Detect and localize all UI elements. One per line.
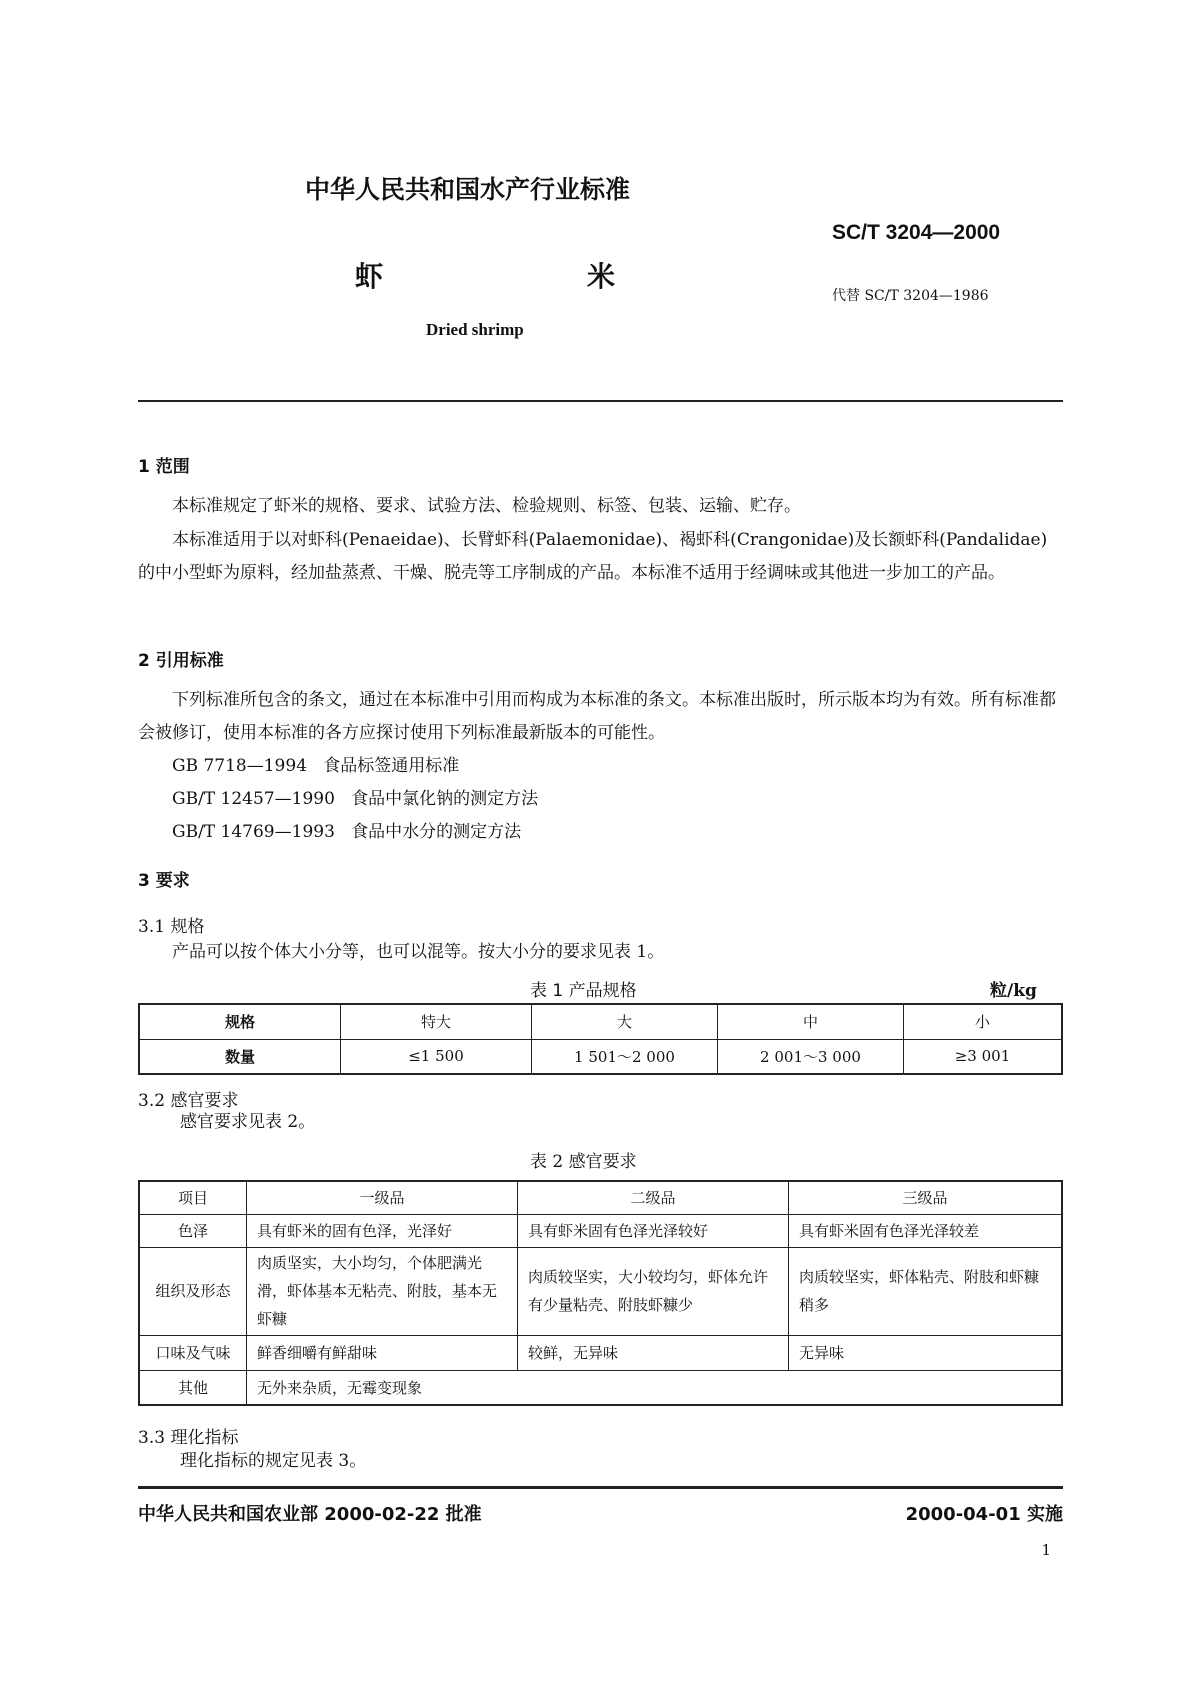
table-header-cell: 特大 xyxy=(341,1004,532,1039)
header-divider xyxy=(138,400,1063,402)
page-number: 1 xyxy=(1041,1541,1051,1559)
table-cell: 鲜香细嚼有鲜甜味 xyxy=(247,1335,518,1370)
table-row xyxy=(139,1247,1062,1335)
standard-code: SC/T 3204—2000 xyxy=(832,221,1001,244)
table-cell: 具有虾米固有色泽光泽较差 xyxy=(789,1214,1063,1247)
title-char-2: 米 xyxy=(586,260,615,293)
section-3-1-heading: 3.1 规格 xyxy=(138,917,205,937)
table-cell: 组织及形态 xyxy=(139,1247,247,1335)
table-1-caption: 表 1 产品规格 xyxy=(530,981,637,1001)
table-cell: 其他 xyxy=(139,1370,247,1405)
table-header-cell: 规格 xyxy=(139,1004,341,1039)
table-1-unit: 粒/kg xyxy=(990,981,1037,1001)
table-cell: 无外来杂质，无霉变现象 xyxy=(247,1370,1063,1405)
reference-code: GB/T 14769—1993 xyxy=(172,822,335,842)
table-cell: 色泽 xyxy=(139,1214,247,1247)
table-cell: ≥3 001 xyxy=(904,1039,1063,1074)
section-3-heading: 3 要求 xyxy=(138,871,190,891)
table-cell: 具有虾米固有色泽光泽较好 xyxy=(518,1214,789,1247)
table-cell: 1 501～2 000 xyxy=(532,1039,718,1074)
approval-line: 中华人民共和国农业部 2000-02-22 批准 xyxy=(138,1504,482,1525)
reference-title: 食品中氯化钠的测定方法 xyxy=(351,789,539,809)
table-header-cell: 项目 xyxy=(139,1181,247,1214)
reference-item xyxy=(172,783,538,816)
table-header-row xyxy=(139,1181,1062,1214)
section-1-heading: 1 范围 xyxy=(138,457,190,477)
table-row xyxy=(139,1039,1062,1074)
reference-code: GB 7718—1994 xyxy=(172,756,308,776)
reference-code: GB/T 12457—1990 xyxy=(172,789,335,809)
table-header-cell: 二级品 xyxy=(518,1181,789,1214)
document-title xyxy=(355,255,615,295)
table-cell: 较鲜，无异味 xyxy=(518,1335,789,1370)
table-header-row xyxy=(139,1004,1062,1039)
table-cell: ≤1 500 xyxy=(341,1039,532,1074)
reference-title: 食品标签通用标准 xyxy=(323,756,460,776)
implementation-line: 2000-04-01 实施 xyxy=(905,1504,1063,1525)
standard-category: 中华人民共和国水产行业标准 xyxy=(305,175,631,204)
table-row xyxy=(139,1214,1062,1247)
table-cell: 2 001～3 000 xyxy=(718,1039,904,1074)
table-header-cell: 小 xyxy=(904,1004,1063,1039)
section-2-para-1: 下列标准所包含的条文，通过在本标准中引用而构成为本标准的条文。本标准出版时，所示版本均为有效。所有标准都会被修订，使用本标准的各方应探讨使用下列标准最新版本的可能性。 xyxy=(138,690,1056,743)
section-3-2-para: 感官要求见表 2。 xyxy=(180,1112,316,1132)
replaces-standard: 代替 SC/T 3204—1986 xyxy=(832,288,989,304)
table-header-cell: 大 xyxy=(532,1004,718,1039)
table-cell: 肉质较坚实，大小较均匀，虾体允许有少量粘壳、附肢虾糠少 xyxy=(518,1247,789,1335)
table-header-cell: 中 xyxy=(718,1004,904,1039)
document-title-en: Dried shrimp xyxy=(426,320,524,339)
table-row xyxy=(139,1370,1062,1405)
section-1-para-1: 本标准规定了虾米的规格、要求、试验方法、检验规则、标签、包装、运输、贮存。 xyxy=(172,496,801,516)
reference-title: 食品中水分的测定方法 xyxy=(351,822,522,842)
title-char-1: 虾 xyxy=(355,260,384,293)
table-2-sensory-requirements xyxy=(138,1180,1063,1406)
section-3-2-heading: 3.2 感官要求 xyxy=(138,1091,239,1111)
table-header-cell: 三级品 xyxy=(789,1181,1063,1214)
section-3-1-para: 产品可以按个体大小分等，也可以混等。按大小分的要求见表 1。 xyxy=(172,942,665,962)
reference-item xyxy=(172,750,459,783)
table-cell: 数量 xyxy=(139,1039,341,1074)
section-1-para-2: 本标准适用于以对虾科(Penaeidae)、长臂虾科(Palaemonidae)、褐虾科(Crangonidae)及长额虾科(Pandalidae)的中小型虾为原料，经加盐蒸煮、干燥、脱壳等工序制成的产品。本标准不适用于经调味或其他进一步加工的产品。 xyxy=(138,530,1048,583)
table-header-cell: 一级品 xyxy=(247,1181,518,1214)
table-row xyxy=(139,1335,1062,1370)
reference-item xyxy=(172,816,521,849)
footer-divider xyxy=(138,1486,1063,1489)
table-2-caption: 表 2 感官要求 xyxy=(530,1152,637,1172)
section-2-heading: 2 引用标准 xyxy=(138,651,224,671)
table-cell: 肉质坚实，大小均匀，个体肥满光滑，虾体基本无粘壳、附肢，基本无虾糠 xyxy=(247,1247,518,1335)
table-1-product-specs xyxy=(138,1003,1063,1075)
table-cell: 具有虾米的固有色泽，光泽好 xyxy=(247,1214,518,1247)
table-cell: 口味及气味 xyxy=(139,1335,247,1370)
table-cell: 无异味 xyxy=(789,1335,1063,1370)
table-cell: 肉质较坚实，虾体粘壳、附肢和虾糠稍多 xyxy=(789,1247,1063,1335)
section-3-3-para: 理化指标的规定见表 3。 xyxy=(180,1451,367,1471)
section-3-3-heading: 3.3 理化指标 xyxy=(138,1428,239,1448)
